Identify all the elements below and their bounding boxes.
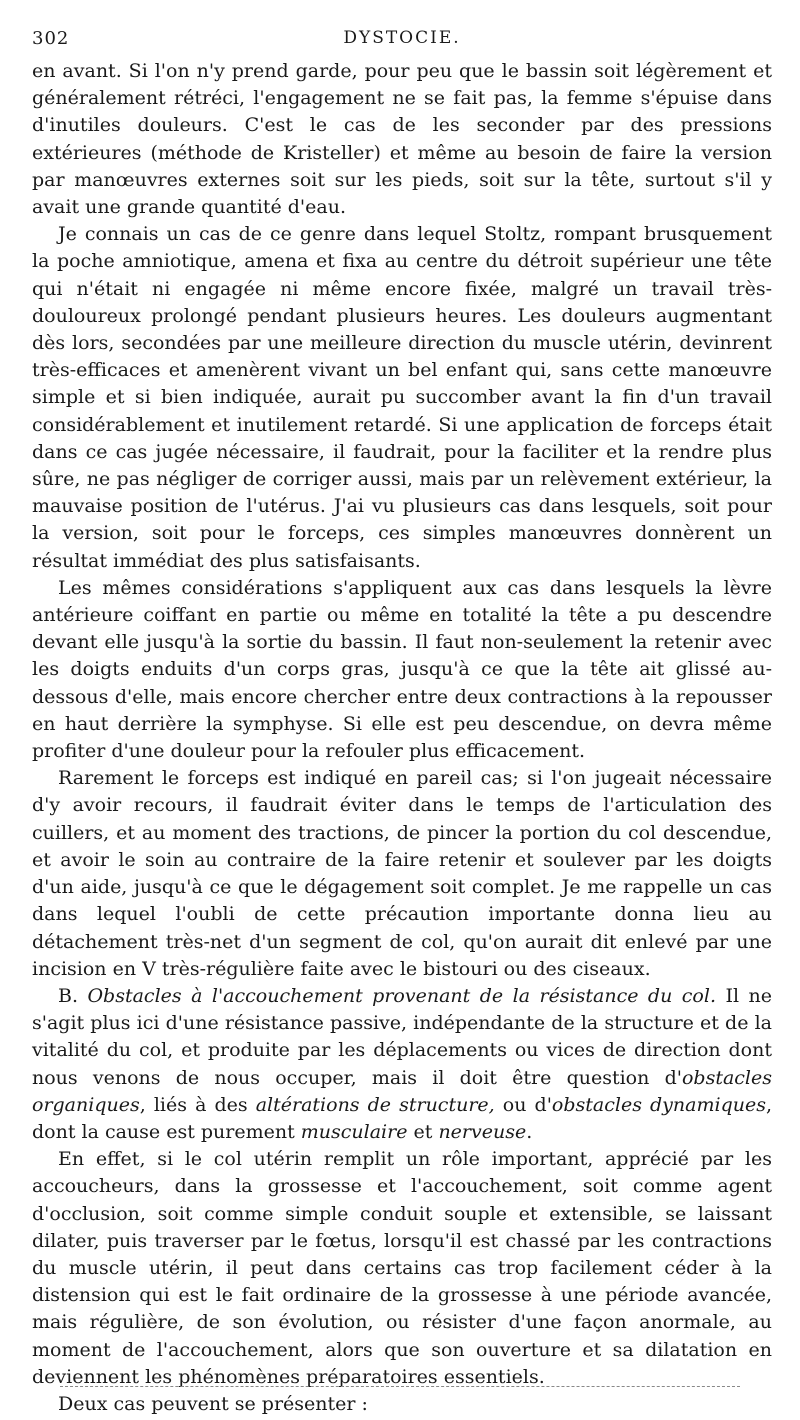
- section-b-text: , dont la cause est purement: [32, 1093, 773, 1143]
- paragraph-2: Je connais un cas de ce genre dans lequel Stoltz, rompant brusquement la poche amniotique, amena et fixa au centre du détroit supérieur une tête qui n'était ni engagée ni même encore fixée, malgré un travail très-douloureux prolongé pendant plusieurs heures. Les douleurs augmentant dès lors, secondées par une meilleure direction du muscle utérin, devinrent très-efficaces et amenèrent vivant un bel enfant qui, sans cette manœuvre simple et si bien indiquée, aurait pu succomber avant la fin d'un travail considérablement et inutilement retardé. Si une application de forceps était dans ce cas jugée nécessaire, il faudrait, pour la faciliter et la rendre plus sûre, ne pas négliger de corriger aussi, mais par un relèvement extérieur, la mauvaise position de l'utérus. J'ai vu plusieurs cas dans lesquels, soit pour la version, soit pour le forceps, ces simples manœuvres donnèrent un résultat immédiat des plus satisfaisants.: [32, 223, 772, 572]
- section-b-text: ou d': [494, 1093, 552, 1116]
- section-b-lead: B.: [58, 984, 88, 1007]
- bottom-rule: [60, 1386, 740, 1387]
- section-b-title: Obstacles à l'accouchement provenant de la résistance du col.: [87, 984, 716, 1007]
- section-b-emphasis: obstacles dynamiques: [551, 1093, 766, 1116]
- section-b-text: et: [407, 1120, 439, 1143]
- section-b-paragraph: [32, 983, 772, 1146]
- paragraph-4: Rarement le forceps est indiqué en pareil cas; si l'on jugeait nécessaire d'y avoir recours, il faudrait éviter dans le temps de l'articulation des cuillers, et au moment des tractions, de pincer la portion du col descendue, et avoir le soin au contraire de la faire retenir et soulever par les doigts d'un aide, jusqu'à ce que le dégagement soit complet. Je me rappelle un cas dans lequel l'oubli de cette précaution importante donna lieu au détachement très-net d'un segment de col, qu'on aurait dit enlevé par une incision en V très-régulière faite avec le bistouri ou des ciseaux.: [32, 767, 772, 980]
- paragraph-3: Les mêmes considérations s'appliquent aux cas dans lesquels la lèvre antérieure coiffant en partie ou même en totalité la tête a pu descendre devant elle jusqu'à la sortie du bassin. Il faut non-seulement la retenir avec les doigts enduits d'un corps gras, jusqu'à ce que la tête ait glissé au-dessous d'elle, mais encore chercher entre deux contractions à la repousser en haut derrière la symphyse. Si elle est peu descendue, on devra même profiter d'une douleur pour la refouler plus efficacement.: [32, 576, 772, 763]
- paragraph-5: En effet, si le col utérin remplit un rôle important, apprécié par les accoucheurs, dans la grossesse et l'accouchement, soit comme agent d'occlusion, soit comme simple conduit souple et extensible, se laissant dilater, puis traverser par le fœtus, lorsqu'il est chassé par les contractions du muscle utérin, il peut dans certains cas trop facilement céder à la distension qui est le fait ordinaire de la grossesse à une période avancée, mais régulière, de son évolution, ou résister d'une façon anormale, au moment de l'accouchement, alors que son ouverture et sa dilatation en deviennent les phénomènes préparatoires essentiels.: [32, 1148, 772, 1388]
- paragraph-6: Deux cas peuvent se présenter :: [58, 1392, 368, 1415]
- paragraph-1: en avant. Si l'on n'y prend garde, pour peu que le bassin soit légèrement et généralement rétréci, l'engagement ne se fait pas, la femme s'épuise dans d'inutiles douleurs. C'est le cas de les seconder par des pressions extérieures (méthode de Kristeller) et même au besoin de faire la version par manœuvres externes soit sur les pieds, soit sur la tête, surtout s'il y avait une grande quantité d'eau.: [32, 60, 772, 219]
- running-title: DYSTOCIE.: [343, 28, 461, 48]
- section-b-emphasis: nerveuse: [438, 1120, 527, 1143]
- page-number: 302: [32, 28, 70, 49]
- section-b-emphasis: altérations de structure,: [255, 1093, 495, 1116]
- section-b-emphasis: musculaire: [300, 1120, 408, 1143]
- page: [32, 28, 772, 1418]
- section-b-emphasis: obstacles organiques: [32, 1066, 772, 1116]
- section-b-text: , liés à des: [139, 1093, 256, 1116]
- section-b-text: .: [526, 1120, 533, 1143]
- section-b-text: Il ne s'agit plus ici d'une résistance passive, indépendante de la structure et de la vitalité du col, et produite par les déplacements ou vices de direction dont nous venons de nous occuper, mais il doit être question d': [32, 984, 772, 1089]
- page-header: [32, 28, 772, 58]
